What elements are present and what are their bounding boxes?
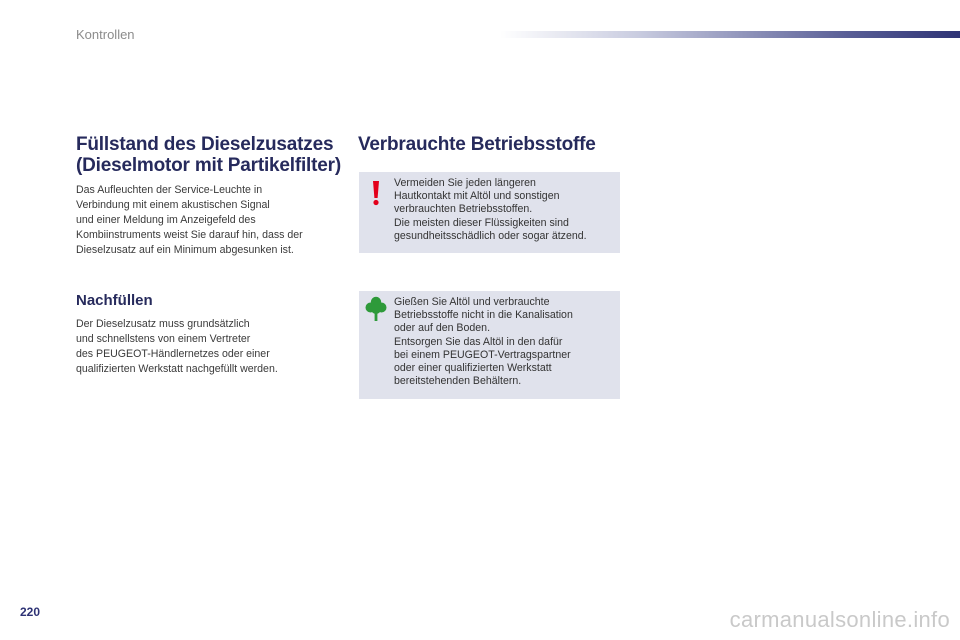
consumables-title: Verbrauchte Betriebsstoffe — [358, 134, 596, 155]
environment-line: oder auf den Boden. — [394, 322, 491, 335]
left-column — [76, 134, 346, 258]
warning-line: Hautkontakt mit Altöl und sonstigen — [394, 190, 560, 203]
tree-icon — [365, 296, 387, 322]
section-title-line1: Füllstand des Dieselzusatzes — [76, 134, 334, 155]
section-title — [76, 134, 346, 176]
warning-line: verbrauchten Betriebsstoffen. — [394, 203, 533, 216]
environment-line: Gießen Sie Altöl und verbrauchte — [394, 296, 550, 308]
environment-line: oder einer qualifizierten Werkstatt — [394, 362, 552, 375]
intro-line: Verbindung mit einem akustischen Signal — [76, 199, 270, 211]
page-number: 220 — [20, 605, 41, 619]
warning-line: Die meisten dieser Flüssigkeiten sind — [394, 216, 569, 229]
intro-line: Das Aufleuchten der Service-Leuchte in — [76, 184, 263, 196]
environment-line: Entsorgen Sie das Altöl in den dafür — [394, 335, 563, 348]
header-gradient-bar — [500, 31, 960, 38]
environment-line: Betriebsstoffe nicht in die Kanalisation — [394, 309, 573, 322]
refill-line: qualifizierten Werkstatt nachgefüllt werden. — [76, 363, 278, 375]
warning-box — [359, 172, 620, 253]
intro-paragraph — [76, 183, 346, 258]
intro-line: und einer Meldung im Anzeigefeld des — [76, 214, 256, 226]
environment-line: bereitstehenden Behältern. — [394, 375, 522, 388]
warning-line: gesundheitsschädlich oder sogar ätzend. — [394, 229, 587, 242]
intro-line: Dieselzusatz auf ein Minimum abgesunken ist. — [76, 244, 294, 256]
refill-line: des PEUGEOT-Händlernetzes oder einer — [76, 348, 270, 360]
watermark: carmanualsonline.info — [729, 607, 950, 632]
refill-line: und schnellstens von einem Vertreter — [76, 333, 251, 345]
warning-line: Vermeiden Sie jeden längeren — [394, 177, 536, 189]
refill-title: Nachfüllen — [76, 292, 153, 309]
header-section-label: Kontrollen — [76, 27, 135, 42]
refill-paragraph — [76, 317, 346, 377]
environment-box — [359, 291, 620, 399]
warning-text — [394, 177, 614, 243]
environment-text — [394, 296, 614, 388]
environment-line: bei einem PEUGEOT-Vertragspartner — [394, 348, 571, 361]
refill-line: Der Dieselzusatz muss grundsätzlich — [76, 318, 250, 330]
exclamation-icon — [372, 180, 380, 206]
section-title-line2: (Dieselmotor mit Partikelfilter) — [76, 155, 341, 176]
intro-line: Kombiinstruments weist Sie darauf hin, dass der — [76, 229, 303, 241]
